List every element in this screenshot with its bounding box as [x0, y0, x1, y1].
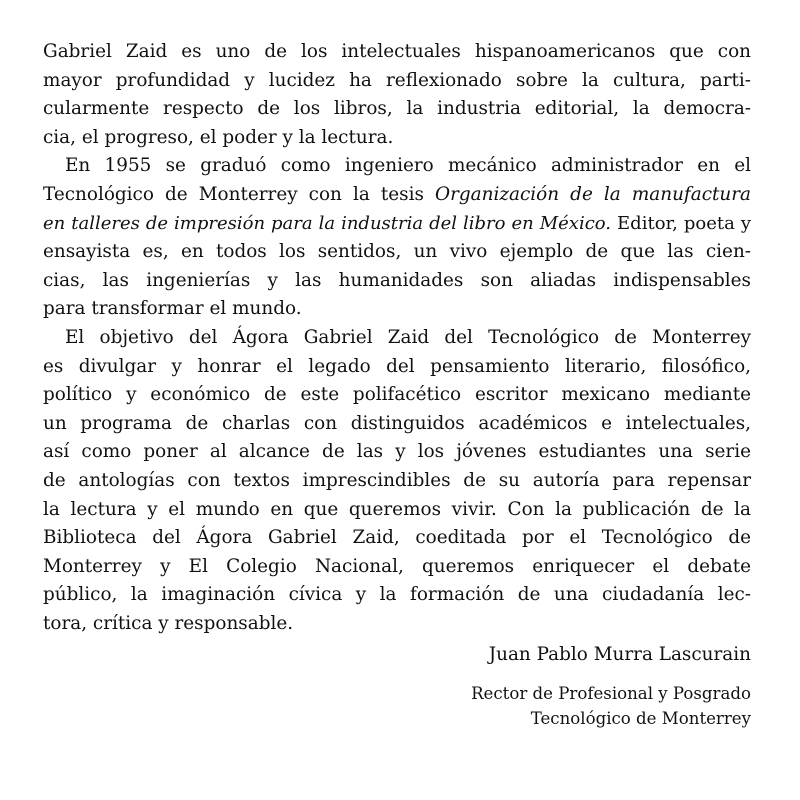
text-line: para transformar el mundo.: [43, 298, 302, 320]
text-run: Editor, poeta y: [611, 212, 751, 234]
text-line: es divulgar y honrar el legado del pensamiento literario, filosófico,: [43, 355, 751, 377]
text-line: cularmente respecto de los libros, la industria editorial, la democra-: [43, 98, 751, 120]
paragraph-objective: [43, 324, 751, 639]
thesis-title-part-1: Organización de la manufactura: [435, 183, 751, 205]
text-line: En 1955 se graduó como ingeniero mecánico administrador en el: [65, 155, 751, 177]
text-line: la lectura y el mundo en que queremos vivir. Con la publicación de la: [43, 498, 751, 520]
text-line: cia, el progreso, el poder y la lectura.: [43, 126, 394, 148]
text-line: de antologías con textos imprescindibles de su autoría para repensar: [43, 469, 751, 491]
text-line: público, la imaginación cívica y la formación de una ciudadanía lec-: [43, 584, 751, 606]
signature-title: Rector de Profesional y Posgrado: [471, 684, 751, 704]
text-line: [43, 210, 751, 239]
text-line: Biblioteca del Ágora Gabriel Zaid, coeditada por el Tecnológico de: [43, 527, 751, 549]
thesis-title-part-2: en talleres de impresión para la industria del libro en México.: [43, 212, 612, 234]
text-line: un programa de charlas con distinguidos académicos e intelectuales,: [43, 412, 751, 434]
paragraph-biography: [43, 152, 751, 324]
text-line: [43, 181, 751, 210]
paragraph-intro: [43, 38, 751, 152]
text-line: político y económico de este polifacético escritor mexicano mediante: [43, 384, 751, 406]
text-line: así como poner al alcance de las y los jóvenes estudiantes una serie: [43, 441, 751, 463]
text-run: Tecnológico de Monterrey con la tesis: [43, 183, 436, 205]
document-page: [43, 38, 751, 731]
text-line: El objetivo del Ágora Gabriel Zaid del Tecnológico de Monterrey: [65, 326, 751, 348]
text-line: mayor profundidad y lucidez ha reflexionado sobre la cultura, parti-: [43, 69, 751, 91]
signature-role: [43, 681, 751, 731]
text-line: cias, las ingenierías y las humanidades son aliadas indispensables: [43, 269, 751, 291]
text-line: Gabriel Zaid es uno de los intelectuales hispanoamericanos que con: [43, 41, 751, 62]
text-line: Monterrey y El Colegio Nacional, queremos enriquecer el debate: [43, 555, 751, 577]
signature-name: Juan Pablo Murra Lascurain: [488, 644, 751, 666]
text-line: tora, crítica y responsable.: [43, 612, 294, 634]
text-line: ensayista es, en todos los sentidos, un vivo ejemplo de que las cien-: [43, 241, 751, 263]
signature-institution: Tecnológico de Monterrey: [530, 709, 751, 729]
